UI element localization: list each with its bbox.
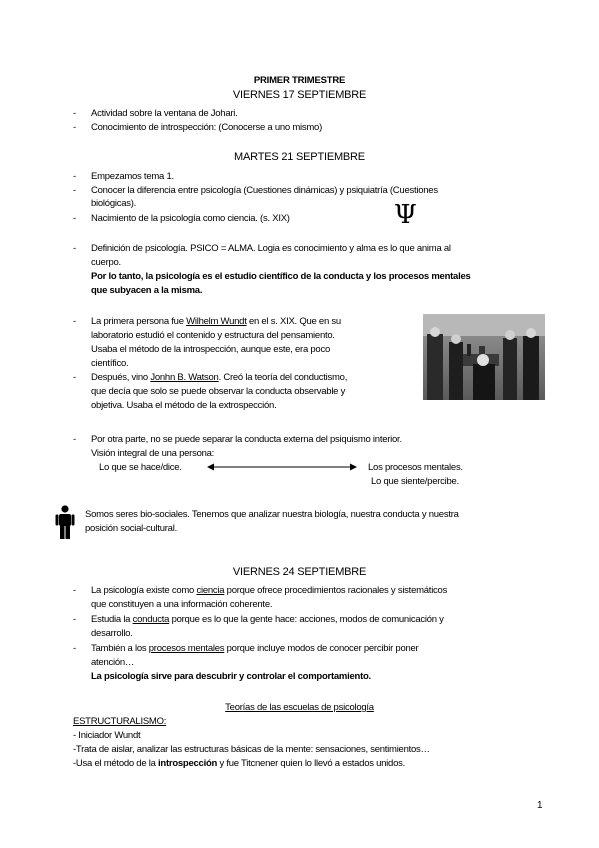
list-item: La psicología existe como ciencia porque ofrece procedimientos racionales y sistemáticos	[91, 585, 448, 596]
list-item-continuation: objetiva. Usaba el método de la extrospección.	[91, 400, 277, 411]
label-lo-que-siente: Lo que siente/percibe.	[371, 476, 459, 487]
bullet-dash: -	[73, 585, 77, 596]
list-item: Estudia la conducta porque es lo que la gente hace: acciones, modos de comunicación y	[91, 614, 444, 625]
list-item: Por otra parte, no se puede separar la conducta externa del psiquismo interior.	[91, 434, 402, 445]
date-heading-martes-21: MARTES 21 SEPTIEMBRE	[234, 151, 365, 163]
person-icon	[54, 505, 76, 539]
list-item: Conocer la diferencia entre psicología (Cuestiones dinámicas) y psiquiatría (Cuestiones	[91, 185, 438, 196]
psi-symbol-icon: Ψ	[394, 200, 417, 230]
date-heading-viernes-17: VIERNES 17 SEPTIEMBRE	[232, 89, 367, 101]
list-item-continuation: que decía que solo se puede observar la conducta observable y	[91, 386, 346, 397]
list-item-continuation: biológicas).	[91, 198, 137, 209]
subtitle-estructuralismo: ESTRUCTURALISMO:	[73, 716, 167, 727]
list-item: Conocimiento de introspección: (Conocerse a uno mismo)	[91, 122, 322, 133]
paragraph-bio-social-continuation: posición social-cultural.	[85, 523, 177, 534]
bold-definition: Por lo tanto, la psicología es el estudio científico de la conducta y los procesos mentales	[91, 271, 471, 282]
bullet-dash: -	[73, 243, 77, 254]
double-arrow-icon	[207, 462, 357, 472]
list-line: -Usa el método de la introspección y fue Titcnener quien lo llevó a estados unidos.	[73, 758, 405, 769]
wundt-lab-photo	[423, 314, 545, 400]
list-item-continuation: cuerpo.	[91, 257, 121, 268]
section-title-teorias: Teorías de las escuelas de psicología	[225, 702, 374, 713]
bullet-dash: -	[73, 122, 77, 133]
list-item-continuation: Visión integral de una persona:	[91, 448, 215, 459]
list-item-continuation: científico.	[91, 358, 129, 369]
label-procesos-mentales: Los procesos mentales.	[368, 462, 463, 473]
date-heading-viernes-24: VIERNES 24 SEPTIEMBRE	[232, 566, 367, 578]
link-john-watson[interactable]: Jonhn B. Watson	[150, 372, 219, 383]
bold-statement: La psicología sirve para descubrir y controlar el comportamiento.	[91, 671, 371, 682]
list-item: Actividad sobre la ventana de Johari.	[91, 108, 238, 119]
list-item-continuation: desarrollo.	[91, 628, 133, 639]
list-item: Empezamos tema 1.	[91, 171, 174, 182]
list-item-continuation: atención…	[91, 657, 135, 668]
list-line: -Trata de aislar, analizar las estructuras básicas de la mente: sensaciones, sentimientos…	[73, 744, 430, 755]
bullet-dash: -	[73, 213, 77, 224]
bullet-dash: -	[73, 108, 77, 119]
page-number: 1	[537, 800, 543, 811]
section-heading-primer-trimestre: PRIMER TRIMESTRE	[253, 75, 346, 86]
list-line: - Iniciador Wundt	[73, 730, 141, 741]
label-lo-que-se-hace: Lo que se hace/dice.	[99, 462, 182, 473]
list-item: Después, vino Jonhn B. Watson. Creó la teoría del conductismo,	[91, 372, 348, 383]
bullet-dash: -	[73, 185, 77, 196]
bullet-dash: -	[73, 643, 77, 654]
list-item-continuation: laboratorio estudió el contenido y estructura del pensamiento.	[91, 330, 335, 341]
bullet-dash: -	[73, 171, 77, 182]
list-item: También a los procesos mentales porque incluye modos de conocer percibir poner	[91, 643, 419, 654]
bullet-dash: -	[73, 614, 77, 625]
bullet-dash: -	[73, 372, 77, 383]
link-wilhelm-wundt[interactable]: Wilhelm Wundt	[186, 316, 247, 327]
bold-definition: que subyacen a la misma.	[91, 285, 203, 296]
list-item-continuation: que constituyen a una información coherente.	[91, 599, 273, 610]
list-item: Definición de psicología. PSICO = ALMA. Logia es conocimiento y alma es lo que anima al	[91, 243, 451, 254]
paragraph-bio-social: Somos seres bio-sociales. Tenemos que analizar nuestra biología, nuestra conducta y nuestra	[85, 509, 459, 520]
list-item: La primera persona fue Wilhelm Wundt en el s. XIX. Que en su	[91, 316, 341, 327]
list-item: Nacimiento de la psicología como ciencia. (s. XIX)	[91, 213, 290, 224]
bullet-dash: -	[73, 316, 77, 327]
bullet-dash: -	[73, 434, 77, 445]
list-item-continuation: Usaba el método de la introspección, aunque este, era poco	[91, 344, 330, 355]
